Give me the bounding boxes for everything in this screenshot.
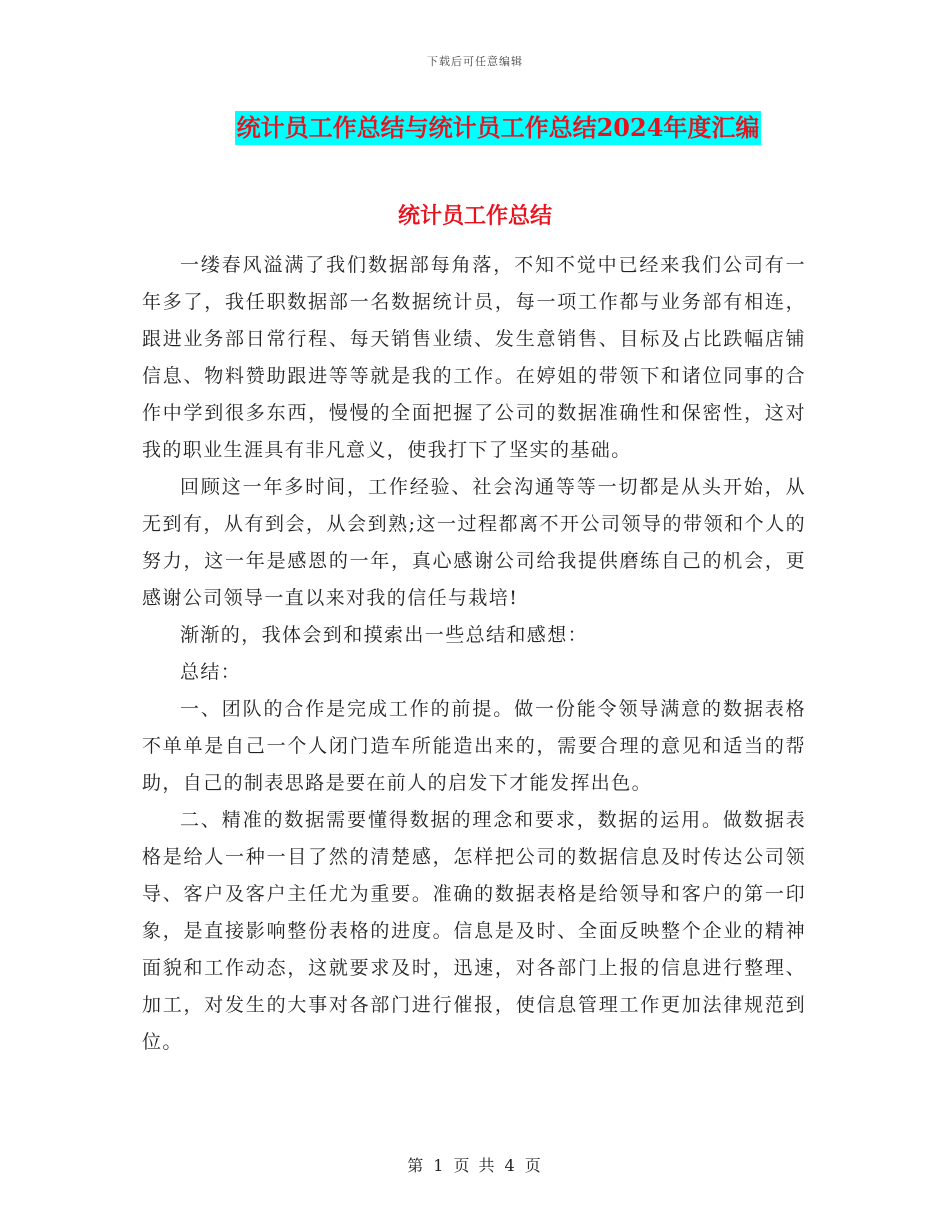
footer-suffix: 页 (524, 1156, 543, 1175)
paragraph-point-two: 二、精准的数据需要懂得数据的理念和要求，数据的运用。做数据表格是给人一种一目了然的清楚感，怎样把公司的数据信息及时传达公司领导、客户及客户主任尤为重要。准确的数据表格是给领导和客户的第一印象，是直接影响整份表格的进度。信息是及时、全面反映整个企业的精神面貌和工作动态，这就要求及时，迅速，对各部门上报的信息进行整理、加工，对发生的大事对各部门进行催报，使信息管理工作更加法律规范到位。 (142, 809, 806, 1053)
paragraph-intro: 一缕春风溢满了我们数据部每角落，不知不觉中已经来我们公司有一年多了，我任职数据部一名数据统计员，每一项工作都与业务部有相连，跟进业务部日常行程、每天销售业绩、发生意销售、目标及占比跌幅店铺信息、物料赞助跟进等等就是我的工作。在婷姐的带领下和诸位同事的合作中学到很多东西，慢慢的全面把握了公司的数据准确性和保密性，这对我的职业生涯具有非凡意义，使我打下了坚实的基础。 (142, 254, 806, 461)
document-main-title: 统计员工作总结与统计员工作总结2024年度汇编 (235, 111, 762, 145)
footer-page-number: 1 (433, 1156, 446, 1175)
main-title-container (0, 111, 950, 145)
section-title: 统计员工作总结 (397, 203, 552, 229)
footer-total-pages: 4 (504, 1156, 517, 1175)
paragraph-review: 回顾这一年多时间，工作经验、社会沟通等等一切都是从头开始，从无到有，从有到会，从会到熟;这一过程都离不开公司领导的带领和个人的努力，这一年是感恩的一年，真心感谢公司给我提供磨练自己的机会，更感谢公司领导一直以来对我的信任与栽培! (142, 476, 806, 609)
paragraph-point-one: 一、团队的合作是完成工作的前提。做一份能令领导满意的数据表格不单单是自己一个人闭门造车所能造出来的，需要合理的意见和适当的帮助，自己的制表思路是要在前人的启发下才能发挥出色。 (142, 698, 806, 794)
footer-mid: 页 共 (453, 1156, 497, 1175)
footer-prefix: 第 (407, 1156, 426, 1175)
page-footer (0, 1153, 950, 1176)
header-note: 下载后可任意编辑 (427, 55, 523, 68)
paragraph-reflection-lead: 渐渐的，我体会到和摸索出一些总结和感想： (180, 624, 589, 646)
document-body (142, 247, 806, 1061)
paragraph-summary-label: 总结： (180, 661, 242, 683)
